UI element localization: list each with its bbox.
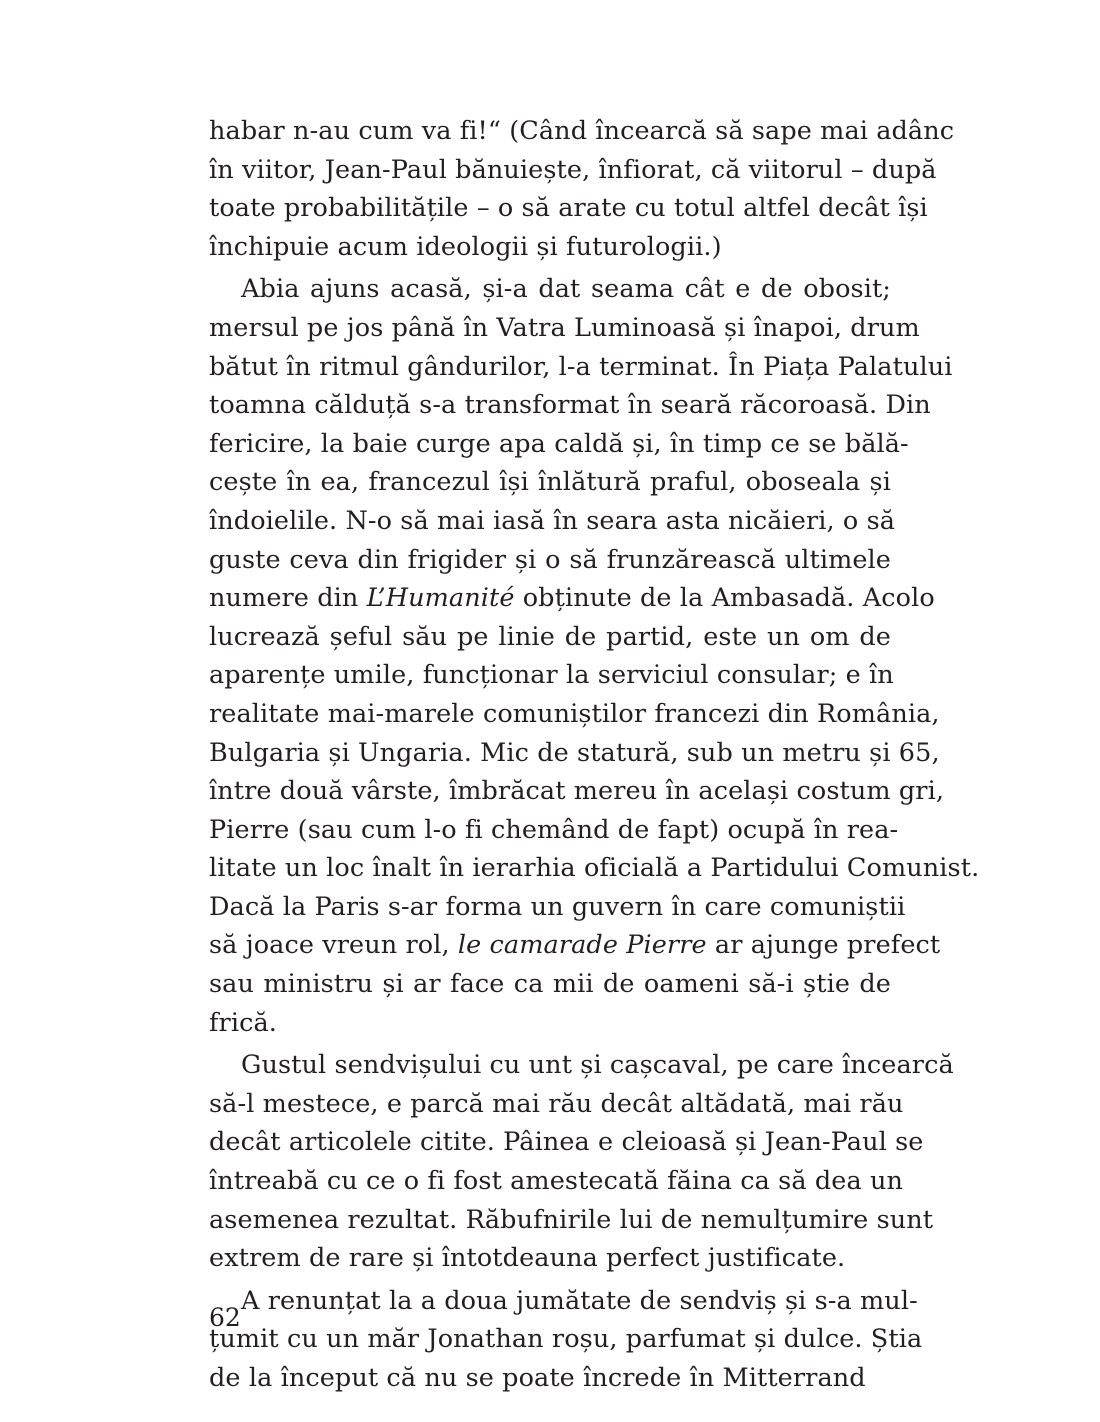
text-segment: Dacă la Paris s-ar forma un guvern în care comuniștii bbox=[209, 891, 906, 922]
text-line bbox=[209, 695, 940, 734]
text-line bbox=[209, 1239, 891, 1278]
text-segment: obținute de la Ambasadă. Acolo bbox=[514, 583, 935, 614]
text-segment: mersul pe jos până în Vatra Luminoasă și înapoi, drum bbox=[209, 312, 920, 343]
text-segment: bătut în ritmul gândurilor, l-a terminat. În Piața Palatului bbox=[209, 351, 953, 382]
text-segment: Gustul sendvișului cu unt și cașcaval, pe care încearcă bbox=[241, 1050, 954, 1081]
text-segment: frică. bbox=[209, 1007, 277, 1038]
text-segment: să joace vreun rol, bbox=[209, 930, 458, 961]
text-segment: Bulgaria și Ungaria. Mic de statură, sub un metru și 65, bbox=[209, 737, 940, 768]
text-line bbox=[209, 618, 891, 657]
text-segment: habar n-au cum va fi!“ (Când încearcă să sape mai adânc bbox=[209, 116, 955, 146]
text-line bbox=[209, 1162, 904, 1201]
text-line bbox=[209, 463, 891, 502]
text-line bbox=[209, 151, 937, 190]
text-segment: Abia ajuns acasă, și-a dat seama cât e de obosit; bbox=[241, 274, 891, 305]
text-line bbox=[209, 772, 945, 811]
text-segment: fericire, la baie curge apa caldă și, în timp ce se bălă- bbox=[209, 428, 909, 459]
text-line bbox=[209, 888, 906, 927]
text-line bbox=[209, 228, 891, 267]
text-segment: întreabă cu ce o fi fost amestecată făina ca să dea un bbox=[209, 1166, 904, 1197]
text-line bbox=[209, 189, 928, 228]
text-segment: ar ajunge prefect bbox=[706, 930, 941, 961]
text-segment: A renunțat la a doua jumătate de sendviș și s-a mul- bbox=[241, 1285, 918, 1316]
italic-title: le camarade Pierre bbox=[457, 930, 707, 961]
text-line bbox=[209, 811, 899, 850]
text-line bbox=[209, 1320, 923, 1359]
text-segment: asemenea rezultat. Răbufnirile lui de nemulțumire sunt bbox=[209, 1204, 934, 1235]
text-segment: în viitor, Jean-Paul bănuiește, înfiorat, că viitorul – după bbox=[209, 154, 937, 185]
text-line bbox=[209, 541, 891, 580]
text-segment: toate probabilitățile – o să arate cu totul altfel decât își bbox=[209, 193, 928, 224]
text-line bbox=[209, 112, 955, 151]
text-line bbox=[209, 734, 940, 773]
text-line bbox=[209, 309, 920, 348]
text-segment: îndoielile. N-o să mai iasă în seara asta nicăieri, o să bbox=[209, 505, 896, 536]
text-segment: extrem de rare și întotdeauna perfect justificate. bbox=[209, 1243, 846, 1274]
text-segment: să-l mestece, e parcă mai rău decât altădată, mai rău bbox=[209, 1088, 904, 1119]
text-line bbox=[209, 270, 891, 309]
text-line bbox=[209, 348, 953, 387]
text-segment: realitate mai-marele comuniștilor francezi din România, bbox=[209, 698, 940, 729]
text-segment: toamna călduță s-a transformat în seară răcoroasă. Din bbox=[209, 390, 931, 421]
text-segment: guste ceva din frigider și o să frunzărească ultimele bbox=[209, 544, 891, 575]
text-line bbox=[209, 1004, 891, 1043]
text-line bbox=[209, 965, 891, 1004]
text-line bbox=[209, 656, 894, 695]
text-line bbox=[209, 1282, 918, 1321]
text-segment: numere din bbox=[209, 583, 367, 614]
text-line bbox=[209, 502, 896, 541]
body-text bbox=[209, 112, 980, 1398]
text-line bbox=[209, 926, 941, 965]
text-segment: între două vârste, îmbrăcat mereu în același costum gri, bbox=[209, 776, 945, 807]
text-segment: închipuie acum ideologii și futurologii.) bbox=[209, 231, 722, 262]
text-line bbox=[209, 849, 980, 888]
italic-title: L’Humanité bbox=[366, 583, 515, 614]
text-line bbox=[209, 579, 935, 618]
text-line bbox=[209, 425, 909, 464]
text-segment: lucrează șeful său pe linie de partid, este un om de bbox=[209, 621, 891, 652]
text-segment: Pierre (sau cum l-o fi chemând de fapt) ocupă în rea- bbox=[209, 814, 899, 845]
text-line bbox=[209, 1359, 891, 1398]
text-segment: decât articolele citite. Pâinea e cleioasă și Jean-Paul se bbox=[209, 1127, 924, 1158]
page-number: 62 bbox=[209, 1303, 241, 1332]
text-line bbox=[209, 1123, 924, 1162]
text-line bbox=[209, 386, 931, 425]
text-segment: sau ministru și ar face ca mii de oameni să-i știe de bbox=[209, 969, 891, 1000]
text-segment: țumit cu un măr Jonathan roșu, parfumat și dulce. Știa bbox=[209, 1324, 923, 1355]
text-line bbox=[209, 1046, 954, 1085]
text-line bbox=[209, 1201, 934, 1240]
text-segment: litate un loc înalt în ierarhia oficială a Partidului Comunist. bbox=[209, 853, 980, 884]
text-segment: aparențe umile, funcționar la serviciul consular; e în bbox=[209, 660, 894, 691]
text-line bbox=[209, 1085, 904, 1124]
text-segment: de la început că nu se poate încrede în Mitterrand bbox=[209, 1363, 866, 1393]
text-segment: cește în ea, francezul își înlătură praful, oboseala și bbox=[209, 467, 891, 498]
